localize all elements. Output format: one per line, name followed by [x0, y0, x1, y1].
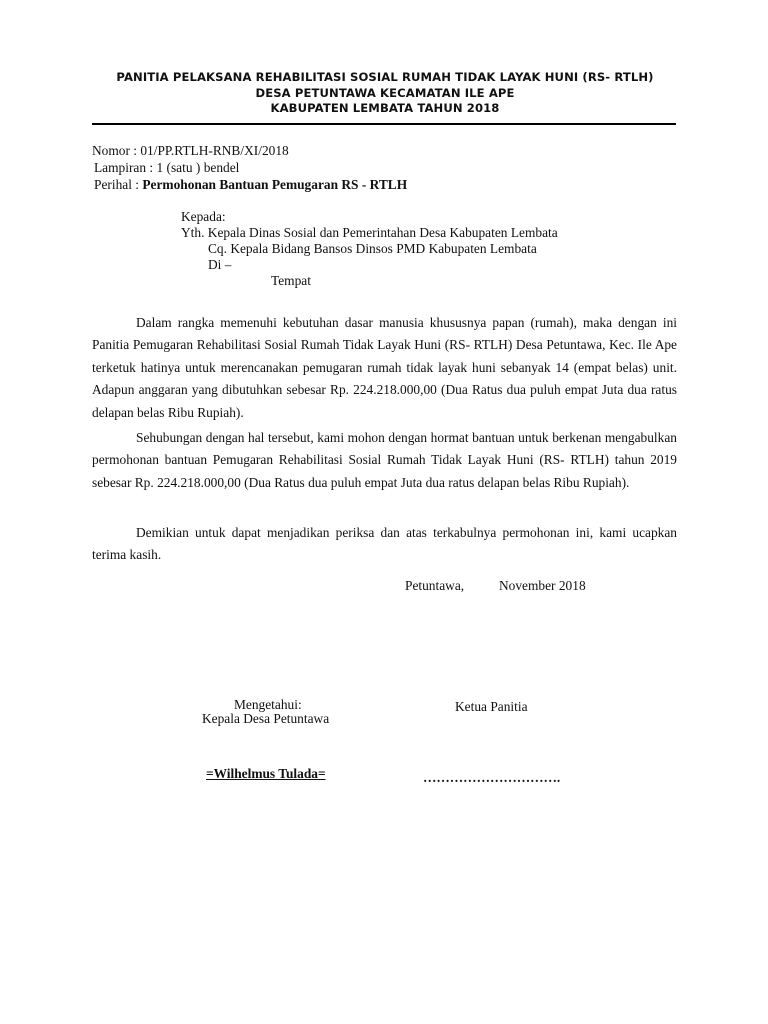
- signature-right-title: Ketua Panitia: [455, 699, 528, 714]
- letterhead-divider: [92, 123, 676, 125]
- body-paragraph-1: Dalam rangka memenuhi kebutuhan dasar manusia khususnya papan (rumah), maka dengan ini Panitia Pemugaran Rehabilitasi Sosial Rumah Tidak Layak Huni (RS- RTLH) Desa Petuntawa, Kec. Ile Ape terketuk hatinya untuk merencanakan pemugaran rumah tidak layak huni sebanyak 14 (empat belas) unit. Adapun anggaran yang dibutuhkan sebesar Rp. 224.218.000,00 (Dua Ratus dua puluh empat Juta dua ratus delapan belas Ribu Rupiah).: [92, 315, 677, 420]
- letter-number: Nomor : 01/PP.RTLH-RNB/XI/2018: [92, 143, 289, 158]
- addressee-di: Di –: [208, 257, 232, 272]
- addressee-kepada: Kepada:: [181, 209, 226, 224]
- letterhead-line-3: KABUPATEN LEMBATA TAHUN 2018: [270, 101, 500, 115]
- signature-right-name: ………………………….: [423, 770, 561, 785]
- signature-left-title: Kepala Desa Petuntawa: [202, 711, 330, 726]
- closing-place: Petuntawa,: [405, 578, 465, 593]
- addressee-tempat: Tempat: [271, 273, 311, 288]
- body-paragraph-2: Sehubungan dengan hal tersebut, kami mohon dengan hormat bantuan untuk berkenan mengabulkan permohonan bantuan Pemugaran Rehabilitasi Sosial Rumah Tidak Layak Huni (RS- RTLH) tahun 2019 sebesar Rp. 224.218.000,00 (Dua Ratus dua puluh empat Juta dua ratus delapan belas Ribu Rupiah).: [92, 430, 677, 490]
- closing-date: November 2018: [499, 578, 586, 593]
- body-paragraph-3: Demikian untuk dapat menjadikan periksa dan atas terkabulnya permohonan ini, kami ucapkan terima kasih.: [92, 525, 677, 563]
- addressee-yth: Yth. Kepala Dinas Sosial dan Pemerintahan Desa Kabupaten Lembata: [181, 225, 558, 240]
- letterhead: [90, 70, 680, 117]
- signature-left-name: =Wilhelmus Tulada=: [206, 766, 326, 781]
- attachment-line: Lampiran : 1 (satu ) bendel: [94, 160, 240, 175]
- subject-value: Permohonan Bantuan Pemugaran RS - RTLH: [142, 177, 408, 192]
- letterhead-line-1: PANITIA PELAKSANA REHABILITASI SOSIAL RUMAH TIDAK LAYAK HUNI (RS- RTLH): [116, 70, 654, 84]
- letterhead-line-2: DESA PETUNTAWA KECAMATAN ILE APE: [255, 85, 515, 100]
- subject-line: [94, 177, 407, 193]
- addressee-cq: Cq. Kepala Bidang Bansos Dinsos PMD Kabupaten Lembata: [208, 241, 537, 256]
- signature-left-label: Mengetahui:: [234, 697, 302, 712]
- subject-label: Perihal :: [94, 177, 143, 192]
